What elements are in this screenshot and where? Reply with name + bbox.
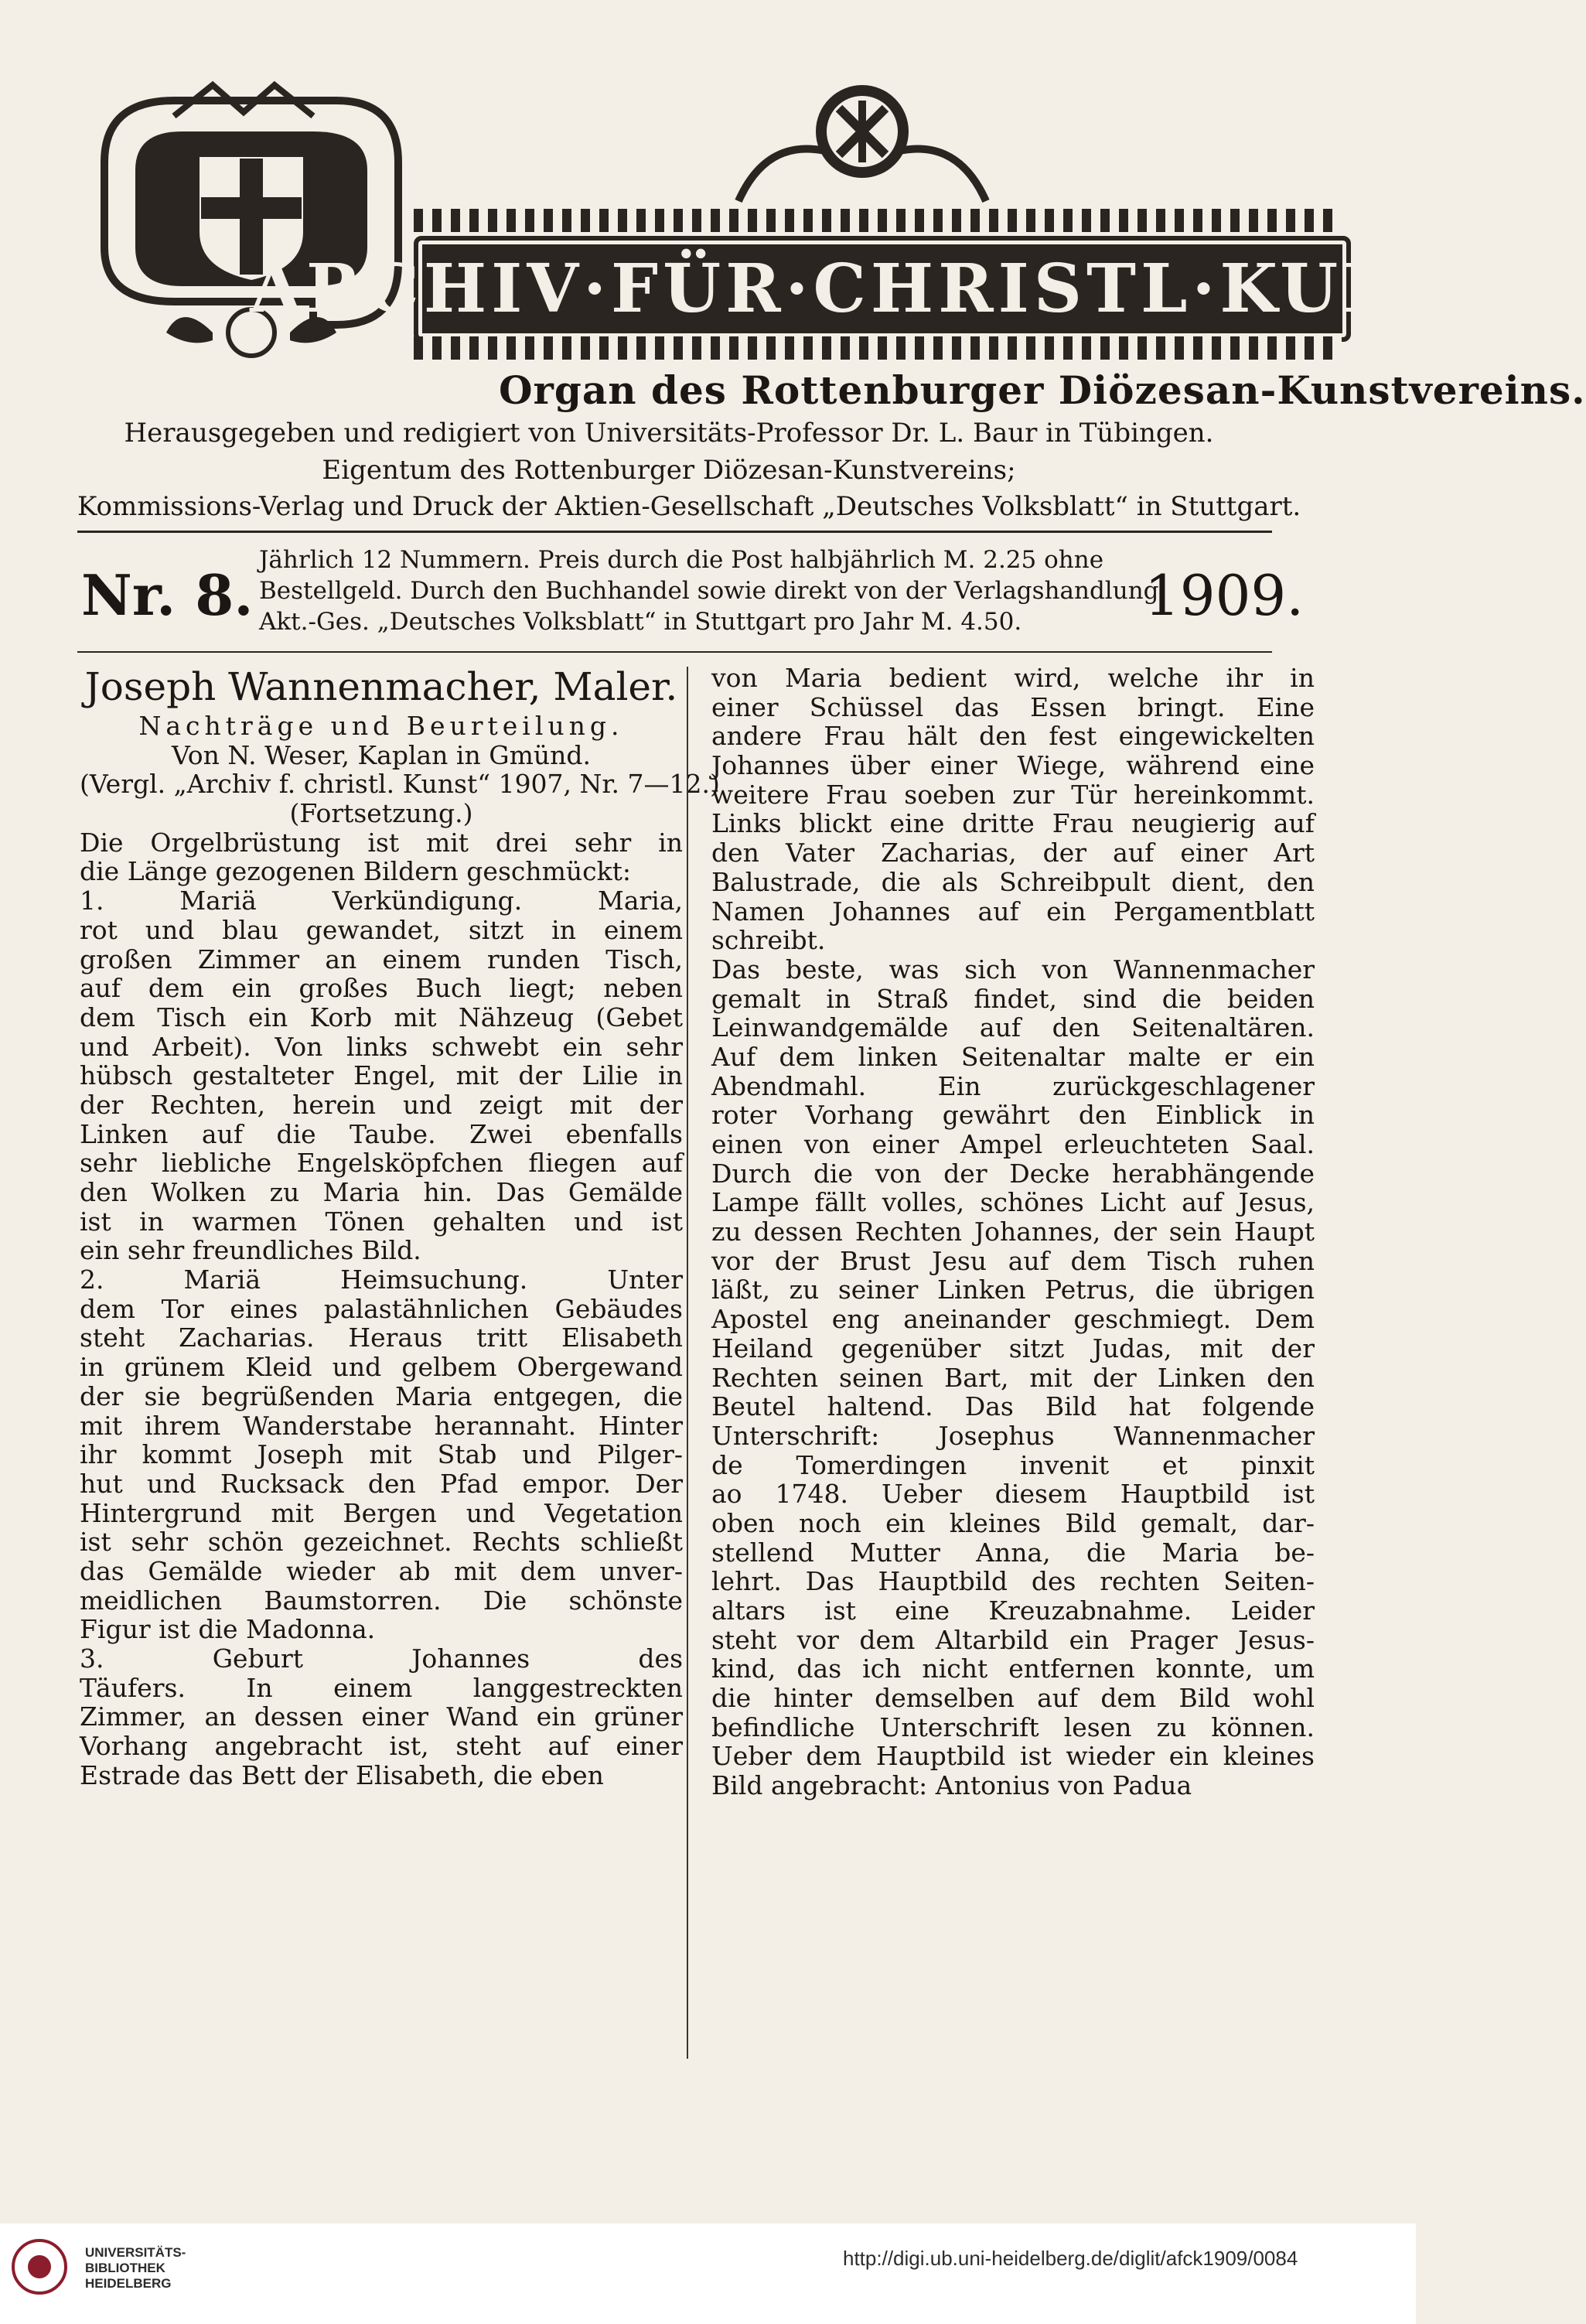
right-text-line: Bild angebracht: Antonius von Padua (711, 1770, 1192, 1801)
article-author: Von N. Weser, Kaplan in Gmünd. (171, 739, 591, 770)
left-text-line: dem Tisch ein Korb mit Nähzeug (Gebet (80, 1002, 683, 1032)
left-text-line: ist sehr schön gezeichnet. Rechts schließt (80, 1527, 683, 1558)
chi-rho-ornament-icon (723, 70, 1001, 209)
left-text-line: Vorhang angebracht ist, steht auf einer (80, 1731, 683, 1762)
left-text-line: großen Zimmer an einem runden Tisch, (80, 944, 683, 974)
left-text-line: auf dem ein großes Buch liegt; neben (80, 973, 683, 1004)
left-text-line: ein sehr freundliches Bild. (80, 1235, 421, 1266)
left-text-line: die Länge gezogenen Bildern geschmückt: (80, 856, 632, 887)
article-reference: (Vergl. „Archiv f. christl. Kunst“ 1907, Nr. 7—12.) (80, 769, 720, 800)
issue-year: 1909. (1144, 563, 1305, 628)
left-text-line: Linken auf die Taube. Zwei ebenfalls (80, 1118, 683, 1149)
right-text-line: einen von einer Ampel erleuchteten Saal. (711, 1129, 1315, 1159)
right-text-line: Rechten seinen Bart, mit der Linken den (711, 1362, 1315, 1393)
left-text-line: 2. Mariä Heimsuchung. Unter (80, 1264, 683, 1295)
right-text-line: ao 1748. Ueber diesem Hauptbild ist (711, 1479, 1315, 1510)
left-text-line: der Rechten, herein und zeigt mit der (80, 1089, 683, 1120)
right-text-line: befindliche Unterschrift lesen zu können. (711, 1711, 1315, 1742)
masthead-subtitle: Organ des Rottenburger Diözesan-Kunstvereins. (499, 367, 1586, 413)
masthead-title: ARCHIV·FÜR·CHRISTL·KUNST (250, 250, 1515, 328)
right-text-line: roter Vorhang gewährt den Einblick in (711, 1100, 1315, 1131)
issue-number: Nr. 8. (81, 562, 254, 628)
left-text-line: ist in warmen Tönen gehalten und ist (80, 1206, 683, 1237)
right-text-line: Johannes über einer Wiege, während eine (711, 750, 1315, 781)
article-continuation: (Fortsetzung.) (289, 798, 473, 829)
right-text-line: den Vater Zacharias, der auf einer Art (711, 838, 1315, 869)
right-text-line: Auf dem linken Seitenaltar malte er ein (711, 1041, 1315, 1072)
left-text-line: den Wolken zu Maria hin. Das Gemälde (80, 1177, 683, 1207)
price-line-3: Akt.-Ges. „Deutsches Volksblatt“ in Stuttgart pro Jahr M. 4.50. (259, 608, 1022, 636)
right-body-text (711, 664, 1315, 1800)
price-line-2: Bestellgeld. Durch den Buchhandel sowie direkt von der Verlagshandlung (259, 577, 1159, 605)
left-text-line: Täufers. In einem langgestreckten (80, 1672, 683, 1703)
right-column (711, 664, 1315, 1800)
left-text-line: hut und Rucksack den Pfad empor. Der (80, 1468, 683, 1499)
article-subtitle: Nachträge und Beurteilung. (138, 711, 624, 741)
left-column (80, 664, 720, 1790)
right-text-line: lehrt. Das Hauptbild des rechten Seiten- (711, 1566, 1315, 1597)
left-text-line: rot und blau gewandet, sitzt in einem (80, 914, 683, 945)
library-name: UNIVERSITÄTS-BIBLIOTHEK HEIDELBERG (85, 2245, 186, 2291)
title-ornament-band (414, 209, 1342, 232)
right-text-line: Links blickt eine dritte Frau neugierig auf (711, 808, 1315, 839)
right-text-line: weitere Frau soeben zur Tür hereinkommt. (711, 779, 1315, 810)
right-text-line: Lampe fällt volles, schönes Licht auf Jesus, (711, 1187, 1315, 1218)
left-text-line: sehr liebliche Engelsköpfchen fliegen auf (80, 1148, 683, 1179)
left-text-line: Figur ist die Madonna. (80, 1614, 376, 1645)
right-text-line: einer Schüssel das Essen bringt. Eine (711, 691, 1315, 722)
header-rule-bottom (77, 651, 1272, 653)
right-text-line: de Tomerdingen invenit et pinxit (711, 1449, 1315, 1480)
column-separator (687, 667, 688, 2059)
left-text-line: Hintergrund mit Bergen und Vegetation (80, 1497, 683, 1528)
title-ornament-band-bottom (414, 336, 1342, 360)
left-text-line: in grünem Kleid und gelbem Obergewand (80, 1352, 683, 1383)
publisher-line: Kommissions-Verlag und Druck der Aktien-Gesellschaft „Deutsches Volksblatt“ in Stuttgart. (77, 491, 1301, 522)
right-text-line: kind, das ich nicht entfernen konnte, um (711, 1653, 1315, 1684)
left-text-line: Die Orgelbrüstung ist mit drei sehr in (80, 827, 683, 858)
right-text-line: Unterschrift: Josephus Wannenmacher (711, 1420, 1315, 1451)
right-text-line: stellend Mutter Anna, die Maria be- (711, 1537, 1315, 1568)
editor-line: Herausgegeben und redigiert von Universitäts-Professor Dr. L. Baur in Tübingen. (124, 418, 1214, 449)
left-text-line: 1. Mariä Verkündigung. Maria, (80, 886, 683, 916)
article-title: Joseph Wannenmacher, Maler. (84, 664, 678, 709)
right-text-line: Leinwandgemälde auf den Seitenaltären. (711, 1012, 1315, 1043)
right-text-line: zu dessen Rechten Johannes, der sein Haupt (711, 1217, 1315, 1247)
left-text-line: ihr kommt Joseph mit Stab und Pilger- (80, 1439, 683, 1470)
left-text-line: Zimmer, an dessen einer Wand ein grüner (80, 1701, 683, 1732)
right-text-line: Apostel eng aneinander geschmiegt. Dem (711, 1304, 1315, 1335)
left-text-line: mit ihrem Wanderstabe herannaht. Hinter (80, 1410, 683, 1441)
left-text-line: Estrade das Bett der Elisabeth, die eben (80, 1759, 604, 1790)
right-text-line: Namen Johannes auf ein Pergamentblatt (711, 896, 1315, 927)
right-text-line: von Maria bedient wird, welche ihr in (711, 663, 1315, 693)
header-rule-top (77, 531, 1272, 533)
price-line-1: Jährlich 12 Nummern. Preis durch die Post halbjährlich M. 2.25 ohne (259, 546, 1104, 574)
right-text-line: steht vor dem Altarbild ein Prager Jesus- (711, 1624, 1315, 1655)
left-text-line: hübsch gestalteter Engel, mit der Lilie in (80, 1060, 683, 1091)
right-text-line: vor der Brust Jesu auf dem Tisch ruhen (711, 1245, 1315, 1276)
left-text-line: der sie begrüßenden Maria entgegen, die (80, 1380, 683, 1411)
left-text-line: dem Tor eines palastähnlichen Gebäudes (80, 1293, 683, 1324)
right-text-line: die hinter demselben auf dem Bild wohl (711, 1683, 1315, 1714)
masthead-title-box (250, 236, 1515, 342)
right-text-line: Beutel haltend. Das Bild hat folgende (711, 1391, 1315, 1422)
masthead (81, 70, 1586, 413)
right-text-line: Durch die von der Decke herabhängende (711, 1158, 1315, 1189)
source-url[interactable]: http://digi.ub.uni-heidelberg.de/diglit/afck1909/0084 (843, 2247, 1298, 2270)
left-body-text (80, 828, 683, 1790)
right-text-line: altars ist eine Kreuzabnahme. Leider (711, 1595, 1315, 1626)
right-text-line: schreibt. (711, 925, 826, 956)
right-text-line: Abendmahl. Ein zurückgeschlagener (711, 1070, 1315, 1101)
crest-emblem-icon (81, 70, 421, 379)
right-text-line: Ueber dem Hauptbild ist wieder ein kleines (711, 1741, 1315, 1772)
university-seal-icon (12, 2239, 67, 2295)
right-text-line: Heiland gegenüber sitzt Judas, mit der (711, 1333, 1315, 1363)
right-text-line: läßt, zu seiner Linken Petrus, die übrigen (711, 1275, 1315, 1305)
left-text-line: 3. Geburt Johannes des (80, 1643, 683, 1674)
left-text-line: steht Zacharias. Heraus tritt Elisabeth (80, 1322, 683, 1353)
right-text-line: Balustrade, die als Schreibpult dient, den (711, 866, 1315, 897)
left-text-line: und Arbeit). Von links schwebt ein sehr (80, 1031, 683, 1062)
right-text-line: Das beste, was sich von Wannenmacher (711, 954, 1315, 985)
left-text-line: das Gemälde wieder ab mit dem unver- (80, 1555, 683, 1586)
owner-line: Eigentum des Rottenburger Diözesan-Kunstvereins; (322, 455, 1016, 486)
right-text-line: andere Frau hält den fest eingewickelten (711, 721, 1315, 752)
footer-bar (0, 2223, 1416, 2324)
right-text-line: gemalt in Straß findet, sind die beiden (711, 983, 1315, 1014)
left-text-line: meidlichen Baumstorren. Die schönste (80, 1585, 683, 1616)
right-text-line: oben noch ein kleines Bild gemalt, dar- (711, 1507, 1315, 1538)
